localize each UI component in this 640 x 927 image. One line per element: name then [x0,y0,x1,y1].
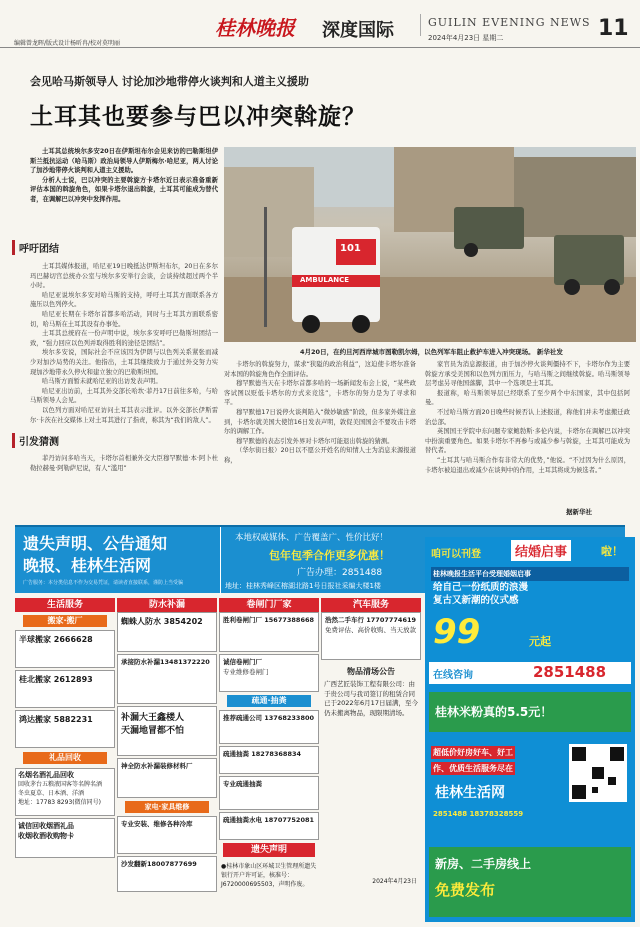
banner-note: 广告服务：本分类信息不作为交易凭证，请读者直接联系，谨防上当受骗 [23,580,184,586]
house-text: 新房、二手房线上 [435,857,532,871]
ad-title: 诚信回收烟酒礼品 [18,822,74,830]
article-kicker: 会见哈马斯领导人 讨论加沙地带停火谈判和人道主义援助 [30,75,309,88]
byline: 据新华社 [566,508,592,516]
classified-col-waterproof [117,598,217,922]
photo-illustration [224,147,636,342]
sub-head: 礼品回收 [23,752,107,764]
ad-sub: 桂林晚报生活平台受理婚姻启事 [431,567,629,581]
notice-date: 2024年4月23日 [372,878,417,885]
ad-item: 鸿达搬家 5882231 [15,710,115,748]
paragraph: 菲丹访问多哈当天，卡塔尔首相兼外交大臣穆罕默德·本·阿卜杜勒拉赫曼·阿勒萨尼说，有人“滥用” [30,455,218,472]
ambulance-number: 101 [340,243,361,254]
house-banner [429,847,631,917]
ad-line: 复古又新潮的仪式感 [433,595,519,606]
column-3 [425,360,630,508]
rice-text: 桂林米粉真的5.5元！ [435,705,553,719]
wedding-ad [425,537,635,922]
col-head: 防水补漏 [117,598,217,612]
promo-brand: 桂林生活网 [435,785,505,801]
ad-item: 专业疏通抽粪 [219,776,319,810]
issue-date: 2024年4月23日 星期二 [428,34,504,42]
paragraph: 穆罕默德17日说停火谈判陷入“微妙敏感”阶段，但多家外媒注意到，卡塔尔就美国大使馆16日发表声明，敦促美国国会不要攻击卡塔尔的调解工作。 [224,408,416,436]
ad-title: 收烟收酒收购物卡 [18,832,74,840]
classified-col-doors [219,598,319,922]
ask-label: 在线咨询 [433,670,473,681]
sub-head: 物品清场公告 [347,667,395,676]
page-header [0,0,640,48]
ad-item: 疏通抽粪 18278368834 [219,746,319,774]
paragraph: 哈尼亚说埃尔多安对哈马斯的支持，呼吁土耳其方面联系各方施压以色列停火。 [30,291,218,309]
ad-lines [433,581,528,607]
ad-item: 疏通抽粪水电 18707752081 [219,812,319,840]
sub-head: 遗失声明 [223,843,315,857]
promo-line: 超低价好房好车、好工 [433,748,513,757]
ad-item [15,768,115,816]
wedding-title: 结婚启事 [511,540,571,561]
ad-item [321,612,421,660]
col-head: 生活服务 [15,598,115,612]
ad-top: 咱可以刊登 [431,549,481,560]
banner-phone: 广告办理：2851488 [297,568,383,578]
paragraph: 哈马斯方面暂未就哈尼亚的出访发表声明。 [42,378,162,386]
paragraph: 英国国王学院中东问题专家鲍勃斯·多伦内说，卡塔尔在调解巴以冲突中扮演重要角色。如果卡塔尔不再参与或减少参与斡旋，土耳其可能成为替代者。 [425,428,630,455]
ambulance-label: AMBULANCE [300,276,350,284]
subhead-speculation: 引发猜测 [12,433,59,448]
ad-title: 名烟名酒礼品回收 [18,771,74,779]
banner-title-1: 遗失声明、公告通知 [23,534,168,553]
paragraph: 报道称，哈马斯领导层已经联系了至少两个中东国家，其中包括阿曼。 [425,389,630,407]
ask-phone: 2851488 [533,663,607,681]
section-title: 深度国际 [322,20,394,41]
column-1b [30,454,218,512]
paragraph: 哈尼亚出访前，土耳其外交部长哈坎·菲丹17日前往多哈，与哈马斯领导人会见。 [30,387,218,405]
ad-item: 承接防水补漏13481372220 [117,654,217,704]
ad-item: 沙发翻新18007877699 [117,856,217,892]
promo-tel: 2851488 18378328559 [433,810,524,818]
ad-item: 蜘蛛人防水 3854202 [117,612,217,652]
free-text: 免费发布 [435,881,496,899]
banner-line-1: 本地权威媒体、广告覆盖广、性价比好！ [235,533,389,543]
qr-code-icon [569,744,627,802]
lead-paragraph: 分析人士说，巴以冲突的主要斡旋方卡塔尔近日表示准备重新评估本国的斡旋角色，如果卡塔尔退出斡旋，土耳其可能成为替代者，在调解巴以冲突中发挥作用。 [30,176,218,203]
paragraph: 埃尔多安说，国际社会不应该因为伊朗与以色列关系紧张而减少对加沙局势的关注。他指出，土耳其继续致力于通过外交努力实现加沙地带永久停火和建立独立的巴勒斯坦国。 [30,349,218,376]
ad-item: 桂北搬家 2612893 [15,670,115,708]
phone-bar [429,662,631,684]
column-2 [224,360,416,520]
ad-item: 神全防水补漏装修材料厂 [117,758,217,798]
ad-item: 专业安装、维修各种冷库 [117,816,217,854]
column-1 [30,262,218,427]
news-photo [224,147,636,342]
photo-caption: 4月20日，在约旦河西岸城市图勒凯尔姆，以色列军车阻止救护车进入冲突现场。 新华社发 [300,348,563,356]
banner-address: 地址：桂林秀峰区榕湖北路1号日报社采编大楼1楼 [225,582,381,590]
paragraph: 家官员为消息源报道，由于加沙停火谈判僵持不下，卡塔尔作为主要斡旋方承受美国和以色列方面压力，与哈马斯之间继续斡旋。哈马斯领导层考虑另寻他国落脚，其中一个选项是土耳其。 [425,361,630,388]
lead-block [30,147,218,205]
paragraph: 卡塔尔的斡旋努力，谋求“狭隘的政治利益”，这迫使卡塔尔准备对本国的斡旋角色作全面评估。 [224,361,416,378]
ad-item: 半球搬家 2666628 [15,630,115,668]
paragraph: 不过哈马斯方面20日晚些时候否认上述报道，称他们并未考虑搬迁政治总部。 [425,408,630,426]
header-divider [420,14,421,36]
page-number: 11 [598,16,629,41]
paper-english-name: GUILIN EVENING NEWS [428,16,591,29]
newspaper-logo: 桂林晚报 [215,16,295,40]
ad-text: 专业维修卷闸门 [223,667,269,676]
classified-col-cars [321,598,421,922]
col-head: 卷闸门厂家 [219,598,319,612]
banner-divider [220,527,221,595]
paragraph: 穆罕默德当天在卡塔尔首都多哈的一场新闻发布会上说，“某些政客试图以贬低卡塔尔的方式来竞选”，卡塔尔的努力是为了寻求和平。 [224,380,416,407]
ad-text: 地址：17783 8293(微信同号) [18,799,101,806]
subhead-unity: 呼吁团结 [12,240,59,255]
paragraph: 以色列方面对哈尼亚访问土耳其表示批评。以外交部长伊斯雷尔·卡茨在社交媒体上对土耳其进行了指责，称其为“我们的敌人”。 [30,406,218,424]
price-unit: 元起 [529,635,551,648]
sub-head: 疏通·抽粪 [227,695,311,707]
ad-item: 推荐疏通公司 13768233800 [219,710,319,744]
paragraph: “土耳其与哈马斯合作有非常大的优势，”他说。“不过因为什么原因，卡塔尔被迫退出或减少在谈判中的作用，土耳其将成为候选者。” [425,456,630,474]
ad-title: 天漏地冒都不怕 [121,726,185,736]
promo-line: 作、优质生活服务尽在 [433,764,513,773]
ad-item [219,654,319,692]
price: 99 [433,612,481,652]
ad-text: 免费评估、高价收购、当天放款 [325,625,416,634]
col-head: 汽车服务 [321,598,421,612]
classified-col-life [15,598,115,922]
paragraph: 土耳其总统府在一份声明中说，埃尔多安呼吁巴勒斯坦团结一致，“强力回应以色列并取得胜利的途径是团结”。 [30,330,218,347]
ad-title: 诚信卷闸门厂 [223,658,262,666]
paragraph: （华尔街日报）20日以不愿公开姓名的知情人士为消息来源报道称， [224,447,416,464]
sub-head: 家电·家具维修 [125,801,209,813]
banner-title-2: 晚报、桂林生活网 [23,556,152,575]
ad-text: 回收茅台五粮液国客等名牌名酒 [18,781,103,788]
ad-title: 浩然二手车行 17707774619 [325,616,417,624]
paragraph: 穆罕默德的表态引发外界对卡塔尔可能退出斡旋的猜测。 [236,437,394,445]
article-headline: 土耳其也要参与巴以冲突斡旋？ [30,104,366,130]
rice-noodle-banner [429,692,631,732]
ad-item [117,706,217,756]
paragraph: 土耳其媒体报道，哈尼亚19日晚抵达伊斯坦布尔，20日在多尔玛巴赫切宫总统办公室与埃尔多安举行会谈，会谈持续超过两个半小时。 [30,263,218,290]
ad-item: 胜利卷闸门厂 15677388668 [219,612,319,652]
paragraph: 哈尼亚长期在卡塔尔首都多哈活动，同时与土耳其方面联系密切，哈马斯在土耳其设有办事处。 [30,310,218,328]
ad-title: 补漏大王鑫楼人 [121,713,185,723]
promo-block [429,740,631,840]
ad-item [15,818,115,858]
sub-head: 搬家·搬厂 [23,615,107,627]
editors-line: 编辑曾龙晖/版式设计杨昕冉/校对莫明丽 [14,40,121,47]
wedding-title-end: 啦！ [601,545,623,558]
notice-text: 广西艺匠装饰工程有限公司：由于贵公司与我司签订的租赁合同已于2022年6月17日届满，至今仍未搬离物品，现限期清场。 [324,680,418,717]
ad-line: 给自己一份纸质的浪漫 [433,582,529,593]
lost-notice: ●桂林市象山区环城卫生管理所遗失银行开户许可证，核准号：J6720000695503，声明作废。 [221,863,317,888]
banner-line-2: 包年包季合作更多优惠！ [269,549,390,562]
lead-paragraph: 土耳其总统埃尔多安20日在伊斯坦布尔会见来访的巴勒斯坦伊斯兰抵抗运动（哈马斯）政治局领导人伊斯梅尔·哈尼亚，两人讨论了加沙地带停火谈判和人道主义援助。 [30,148,218,175]
ad-text: 冬虫夏草、日本酒、洋酒 [18,790,85,797]
